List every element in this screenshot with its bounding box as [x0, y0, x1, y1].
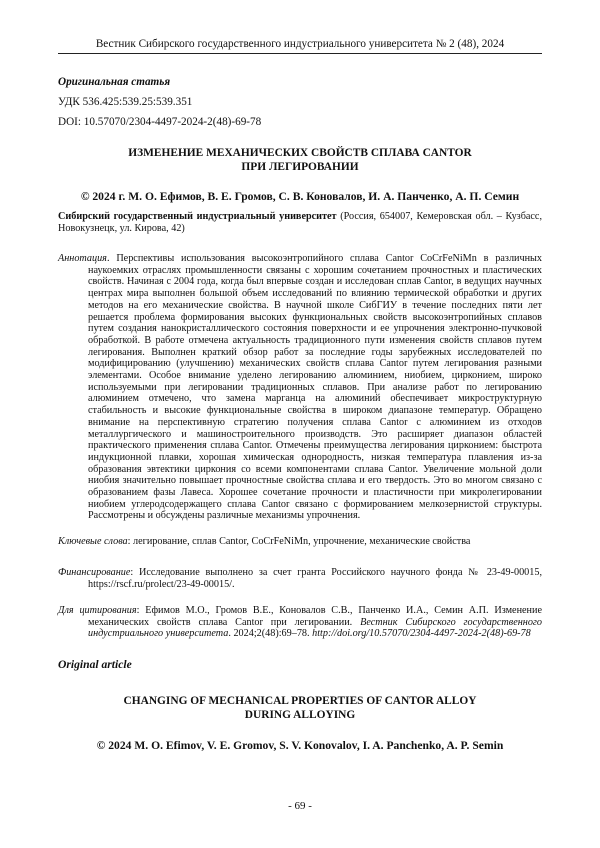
title-en-line-1: CHANGING OF MECHANICAL PROPERTIES OF CANTOR ALLOY [123, 695, 477, 707]
funding [58, 567, 542, 590]
article-type-en: Original article [58, 658, 132, 671]
running-header: Вестник Сибирского государственного индустриального университета № 2 (48), 2024 [95, 38, 505, 50]
citation-text-1: : Ефимов М.О., Громов В.Е., Коновалов С.В., Панченко И.А., Семин А.П. Изменение механических свойств сплава Cantor при легировании. [88, 605, 542, 628]
keywords-text: : легирование, сплав Cantor, CoCrFeNiMn, упрочнение, механические свойства [127, 536, 471, 547]
authors-en: © 2024 M. O. Efimov, V. E. Gromov, S. V. Konovalov, I. A. Panchenko, A. P. Semin [96, 739, 504, 752]
affiliation-address: (Россия, 654007, Кемеровская обл. – Кузбасс, Новокузнецк, ул. Кирова, 42) [58, 211, 542, 234]
funding-text: : Исследование выполнено за счет гранта Российского научного фонда № 23-49-00015, https://rscf.ru/prolect/23-49-00015/. [88, 567, 542, 590]
citation-journal: Вестник Сибирского государственного индустриального университета [88, 616, 542, 640]
article-type-ru: Оригинальная статья [58, 76, 171, 88]
citation-text-2: . 2024;2(48):69–78. [228, 628, 313, 640]
title-ru-line-1: ИЗМЕНЕНИЕ МЕХАНИЧЕСКИХ СВОЙСТВ СПЛАВА CANTOR [128, 147, 472, 159]
title-ru [58, 146, 542, 174]
funding-lead: Финансирование [58, 567, 131, 578]
keywords-lead: Ключевые слова [58, 536, 128, 547]
abstract-text: . Перспективы использования высокоэнтропийного сплава Cantor CoCrFeNiMn в различных наукоемких отраслях промышленности связаны с хорошим сочетанием прочностных и пластических свойств. Начиная с 2004 года, когда был впервые создан и исследован сплав Cantor, в ведущих научных центрах мира выполнен большой объем исследований по влиянию термической обработки и других методов на его механические свойства. В научной школе СибГИУ в течение последних пяти лет решается проблема формирования высоких функциональных свойств высокоэнтропийных сплавов путем создания нанокристаллического состояния поверхности и ее упрочнения электронно-пучковой обработкой. В работе отмечена актуальность традиционного пути изменения свойств сплавов путем легирования. Выполнен краткий обзор работ за последние годы зарубежных исследователей по модифицированию (улучшению) механических свойств сплава Cantor путем легирования разными элементами. Особое внимание уделено легированию алюминием, ниобием, цирконием, широко используемыми при легировании традиционных сплавов. При анализе работ по легированию алюминием отмечено, что замена марганца на алюминий обеспечивает микроструктурную стабильность и высокие функциональные свойства в широком диапазоне температур. Обращено внимание на перспективную стратегию получения сплава Cantor с алюминием из отходов металлургического и машиностроительного производств. Это расширяет диапазон областей практического применения сплава Cantor. Отмечены преимущества легирования цирконием: быстрота индукционной плавки, хорошая химическая однородность, низкая температура плавления из-за образования эвтектики циркония со всеми компонентами сплава Cantor. Увеличение мольной доли ниобия значительно повышает прочностные свойства сплава и его твердость. Это во многом связано с образованием фазы Лавеса. Хорошее сочетание прочности и пластичности при микролегировании ниобием углеродсодержащего сплава Cantor связано с формированием мелкозернистой структуры. Рассмотрены и обсуждены различные механизмы упрочнения. [88, 253, 542, 522]
keywords [58, 536, 542, 548]
affiliation-org: Сибирский государственный индустриальный университет [58, 211, 337, 222]
header-rule [58, 53, 542, 54]
abstract-lead: Аннотация [58, 253, 107, 264]
authors-ru: © 2024 г. М. О. Ефимов, В. Е. Громов, С. В. Коновалов, И. А. Панченко, А. П. Семин [80, 190, 520, 203]
title-ru-line-2: ПРИ ЛЕГИРОВАНИИ [241, 161, 359, 173]
citation-doi-link[interactable]: http://doi.org/10.57070/2304-4497-2024-2(48)-69-78 [312, 628, 531, 640]
title-en-line-2: DURING ALLOYING [244, 709, 356, 721]
page-number: - 69 - [288, 800, 312, 812]
abstract [58, 253, 542, 522]
citation [58, 605, 542, 640]
citation-lead: Для цитирования [58, 605, 137, 616]
title-en [58, 694, 542, 722]
doi-line: DOI: 10.57070/2304-4497-2024-2(48)-69-78 [58, 116, 262, 128]
affiliation [58, 211, 542, 234]
udc-code: УДК 536.425:539.25:539.351 [58, 96, 193, 108]
